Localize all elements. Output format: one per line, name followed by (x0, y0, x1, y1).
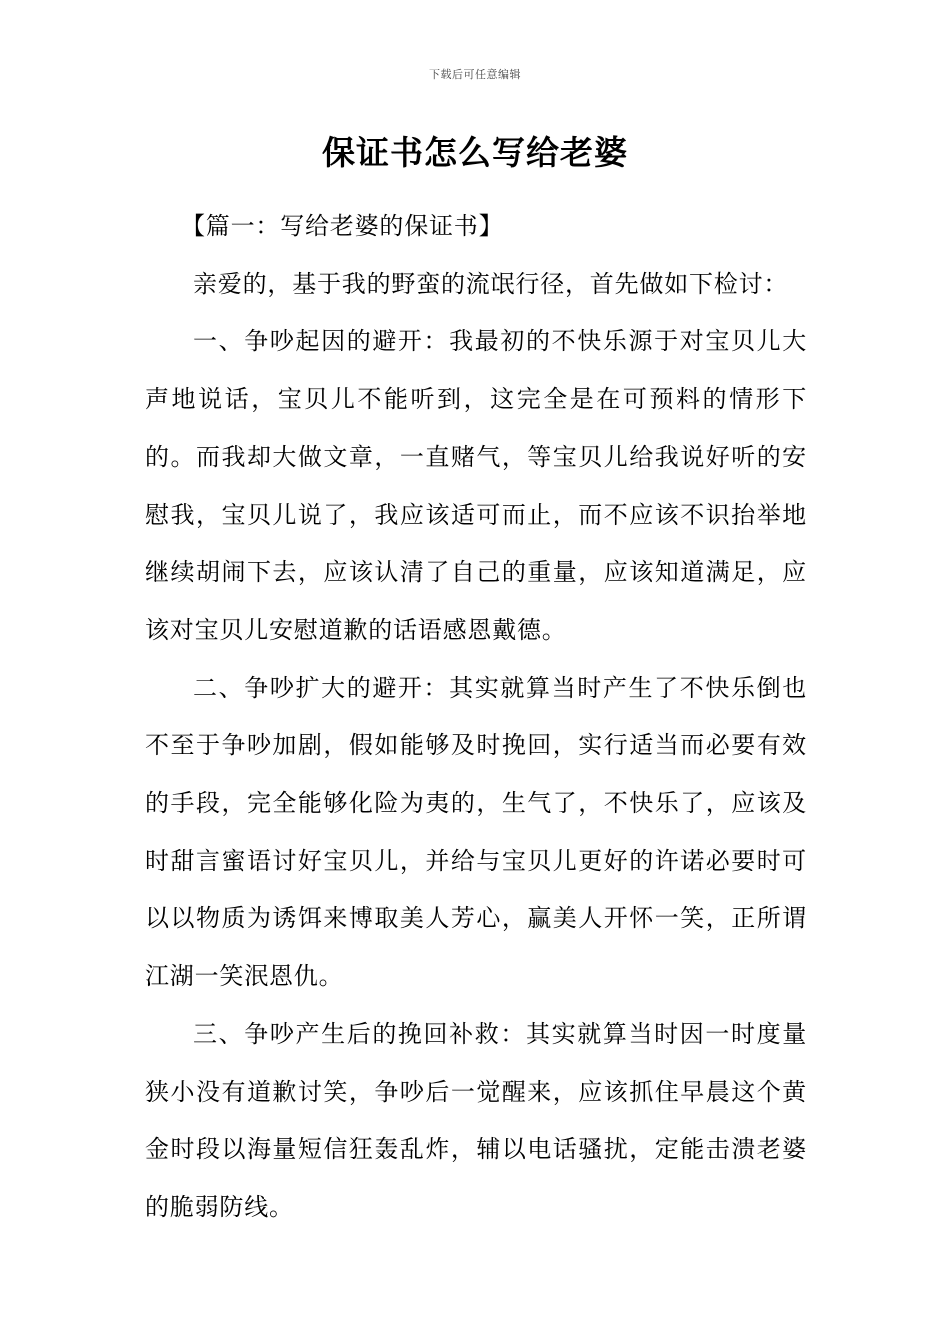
paragraph-greeting: 亲爱的，基于我的野蛮的流氓行径，首先做如下检讨： (193, 269, 789, 298)
header-note: 下载后可任意编辑 (429, 68, 521, 81)
paragraph-point-two: 二、争吵扩大的避开：其实就算当时产生了不快乐倒也不至于争吵加剧，假如能够及时挽回，实行适当而必要有效的手段，完全能够化险为夷的，生气了，不快乐了，应该及时甜言蜜语讨好宝贝儿，并给与宝贝儿更好的许诺必要时可以以物质为诱饵来博取美人芳心，赢美人开怀一笑，正所谓江湖一笑泯恩仇。 (145, 673, 807, 991)
section-heading: 【篇一：写给老婆的保证书】 (181, 212, 504, 240)
document-body (145, 198, 807, 1237)
paragraph-point-three: 三、争吵产生后的挽回补救：其实就算当时因一时度量狭小没有道歉讨笑，争吵后一觉醒来，应该抓住早晨这个黄金时段以海量短信狂轰乱炸，辅以电话骚扰，定能击溃老婆的脆弱防线。 (145, 1019, 807, 1221)
document-title: 保证书怎么写给老婆 (322, 133, 628, 172)
paragraph-point-one: 一、争吵起因的避开：我最初的不快乐源于对宝贝儿大声地说话，宝贝儿不能听到，这完全是在可预料的情形下的。而我却大做文章，一直赌气，等宝贝儿给我说好听的安慰我，宝贝儿说了，我应该适可而止，而不应该不识抬举地继续胡闹下去，应该认清了自己的重量，应该知道满足，应该对宝贝儿安慰道歉的话语感恩戴德。 (145, 327, 807, 644)
